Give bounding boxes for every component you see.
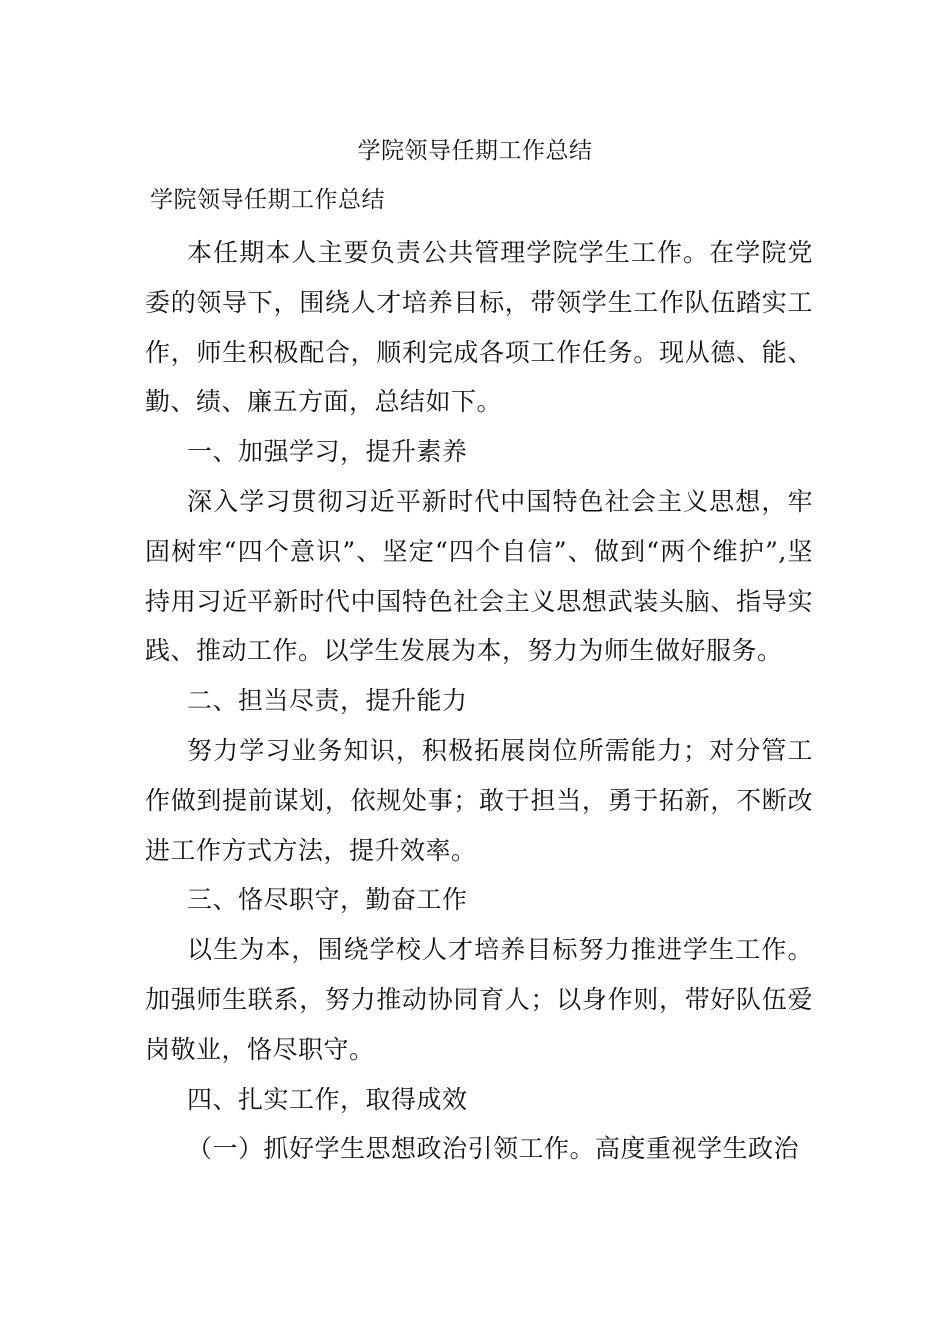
section-heading-3: 三、恪尽职守，勤奋工作 xyxy=(187,885,468,915)
paragraph-diligence: 以生为本，围绕学校人才培养目标努力推进学生工作。加强师生联系，努力推动协同育人；以身作则，带好队伍爱岗敬业，恪尽职守。 xyxy=(145,935,813,1064)
section-heading-1: 一、加强学习，提升素养 xyxy=(187,437,468,467)
section-heading-4: 四、扎实工作，取得成效 xyxy=(187,1084,468,1114)
document-body xyxy=(145,228,813,1174)
paragraph-intro: 本任期本人主要负责公共管理学院学生工作。在学院党委的领导下，围绕人才培养目标，带领学生工作队伍踏实工作，师生积极配合，顺利完成各项工作任务。现从德、能、勤、绩、廉五方面，总结如下。 xyxy=(145,238,813,417)
page-title: 学院领导任期工作总结 xyxy=(357,138,593,164)
section-heading-2: 二、担当尽责，提升能力 xyxy=(187,686,468,716)
paragraph-study: 深入学习贯彻习近平新时代中国特色社会主义思想，牢固树牢“四个意识”、坚定“四个自信”、做到“两个维护”,坚持用习近平新时代中国特色社会主义思想武装头脑、指导实践、推动工作。以学生发展为本，努力为师生做好服务。 xyxy=(145,486,813,666)
page-subtitle: 学院领导任期工作总结 xyxy=(150,187,385,213)
paragraph-ability: 努力学习业务知识，积极拓展岗位所需能力；对分管工作做到提前谋划，依规处事；敢于担当，勇于拓新，不断改进工作方式方法，提升效率。 xyxy=(145,735,813,865)
paragraph-achievement: （一）抓好学生思想政治引领工作。高度重视学生政治 xyxy=(187,1134,800,1164)
